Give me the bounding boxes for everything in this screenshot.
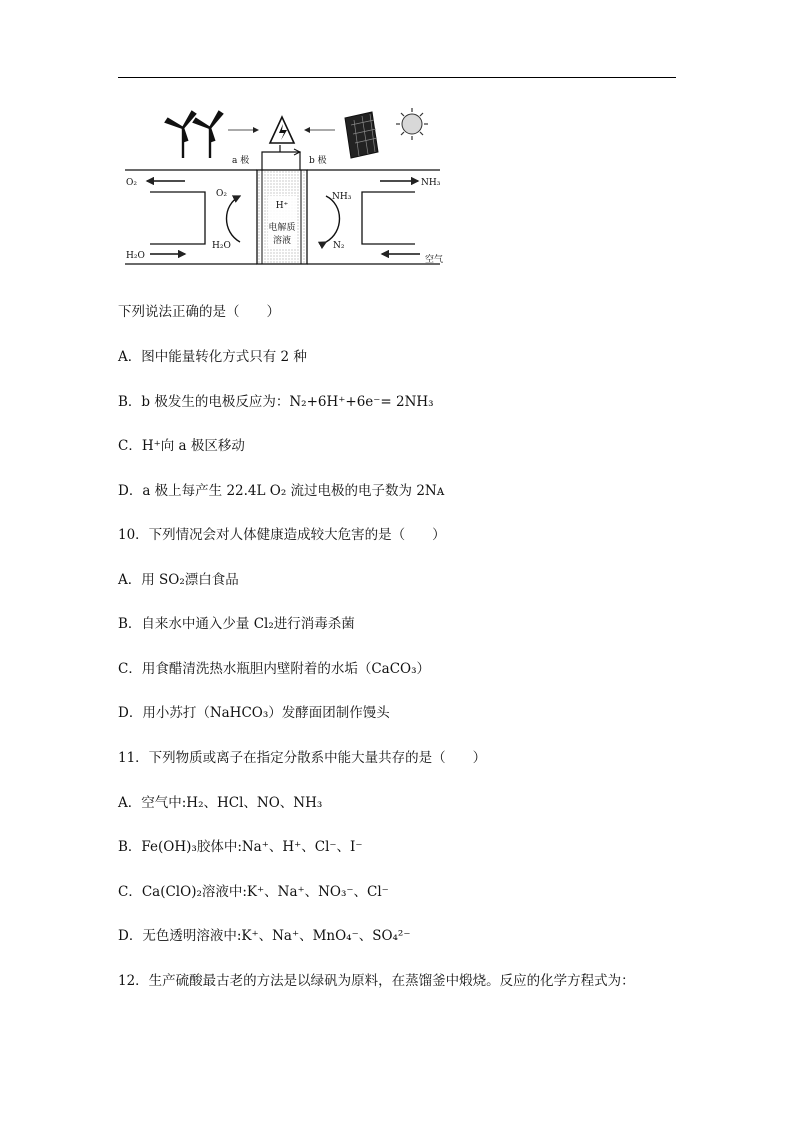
electrolysis-figure — [0, 0, 794, 280]
q9-option-b: B．b 极发生的电极反应为：N₂+6H⁺+6e⁻= 2NH₃ — [118, 394, 434, 410]
q9-stem: 下列说法正确的是（ ） — [118, 304, 280, 320]
a-pole-label: a 极 — [232, 156, 250, 166]
q10-option-b: B．自来水中通入少量 Cl₂进行消毒杀菌 — [118, 616, 355, 632]
power-icon — [270, 117, 294, 143]
electrolyte-label-1: 电解质 — [268, 223, 296, 233]
q10-option-d: D．用小苏打（NaHCO₃）发酵面团制作馒头 — [118, 705, 390, 721]
air-in-label: 空气 — [425, 255, 444, 265]
q9-option-d: D．a 极上每产生 22.4L O₂ 流过电极的电子数为 2Nᴀ — [118, 483, 445, 499]
q11-option-c: C．Ca(ClO)₂溶液中:K⁺、Na⁺、NO₃⁻、Cl⁻ — [118, 884, 389, 900]
q11-option-d: D．无色透明溶液中:K⁺、Na⁺、MnO₄⁻、SO₄²⁻ — [118, 928, 411, 944]
o2-inner-label: O₂ — [216, 189, 227, 199]
q12-stem: 12．生产硫酸最古老的方法是以绿矾为原料，在蒸馏釜中煅烧。反应的化学方程式为： — [118, 973, 635, 989]
q11-stem: 11．下列物质或离子在指定分散系中能大量共存的是（ ） — [118, 750, 487, 766]
q9-option-a: A．图中能量转化方式只有 2 种 — [118, 349, 307, 365]
q11-option-b: B．Fe(OH)₃胶体中:Na⁺、H⁺、Cl⁻、I⁻ — [118, 839, 363, 855]
h2o-in-label: H₂O — [126, 251, 145, 261]
q10-option-c: C．用食醋清洗热水瓶胆内壁附着的水垢（CaCO₃） — [118, 661, 431, 677]
n2-inner-label: N₂ — [333, 241, 345, 251]
sun-icon — [396, 108, 428, 140]
solar-panel-icon — [345, 112, 378, 158]
b-pole-label: b 极 — [309, 156, 327, 166]
nh3-inner-label: NH₃ — [332, 192, 352, 202]
h-plus-label: H⁺ — [275, 201, 289, 211]
q9-option-c: C．H⁺向 a 极区移动 — [118, 438, 245, 454]
nh3-out-label: NH₃ — [421, 178, 441, 188]
wind-turbine-icon — [166, 112, 222, 158]
q10-option-a: A．用 SO₂漂白食品 — [118, 572, 239, 588]
q10-stem: 10．下列情况会对人体健康造成较大危害的是（ ） — [118, 527, 446, 543]
electrolyte-label-2: 溶液 — [272, 236, 292, 246]
q11-option-a: A．空气中:H₂、HCl、NO、NH₃ — [118, 795, 323, 811]
o2-out-label: O₂ — [126, 178, 137, 188]
h2o-inner-label: H₂O — [212, 241, 231, 251]
